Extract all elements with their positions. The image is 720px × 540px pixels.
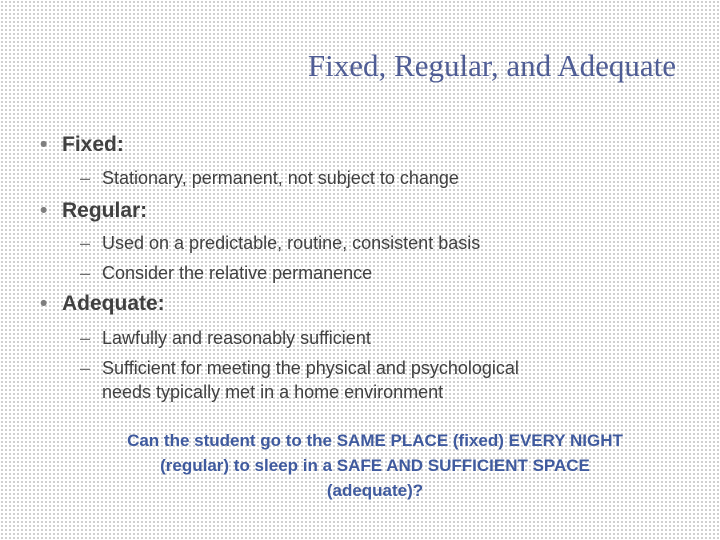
sub-item [80,231,480,255]
sub-item [80,166,459,190]
sub-item [80,356,519,404]
callout-question [80,428,670,503]
bullet-fixed [40,133,124,157]
sub-item-text: Lawfully and reasonably sufficient [102,328,371,348]
bullet-icon: • [40,199,48,222]
sub-item-text: Sufficient for meeting the physical and psychological [102,358,519,378]
bullet-label: Regular: [62,199,148,222]
sub-item-text: Used on a predictable, routine, consistent basis [102,233,481,253]
sub-item-text: Consider the relative permanence [102,263,373,283]
callout-line: Can the student go to the SAME PLACE (fixed) EVERY NIGHT [127,431,623,450]
bullet-icon: • [40,133,48,156]
slide-title: Fixed, Regular, and Adequate [307,48,676,83]
dash-icon: – [80,358,91,378]
bullet-regular [40,199,147,223]
callout-line: (adequate)? [326,481,424,500]
bullet-label: Fixed: [62,133,124,156]
dash-icon: – [80,328,91,348]
dash-icon: – [80,168,91,188]
bullet-icon: • [40,292,48,315]
bullet-label: Adequate: [62,292,165,315]
sub-item-continuation: needs typically met in a home environment [102,382,444,402]
sub-item [80,261,372,285]
bullet-adequate [40,292,165,316]
dash-icon: – [80,233,91,253]
dash-icon: – [80,263,91,283]
sub-item [80,326,371,350]
sub-item-text: Stationary, permanent, not subject to change [102,168,459,188]
callout-line: (regular) to sleep in a SAFE AND SUFFICIENT SPACE [160,456,590,475]
